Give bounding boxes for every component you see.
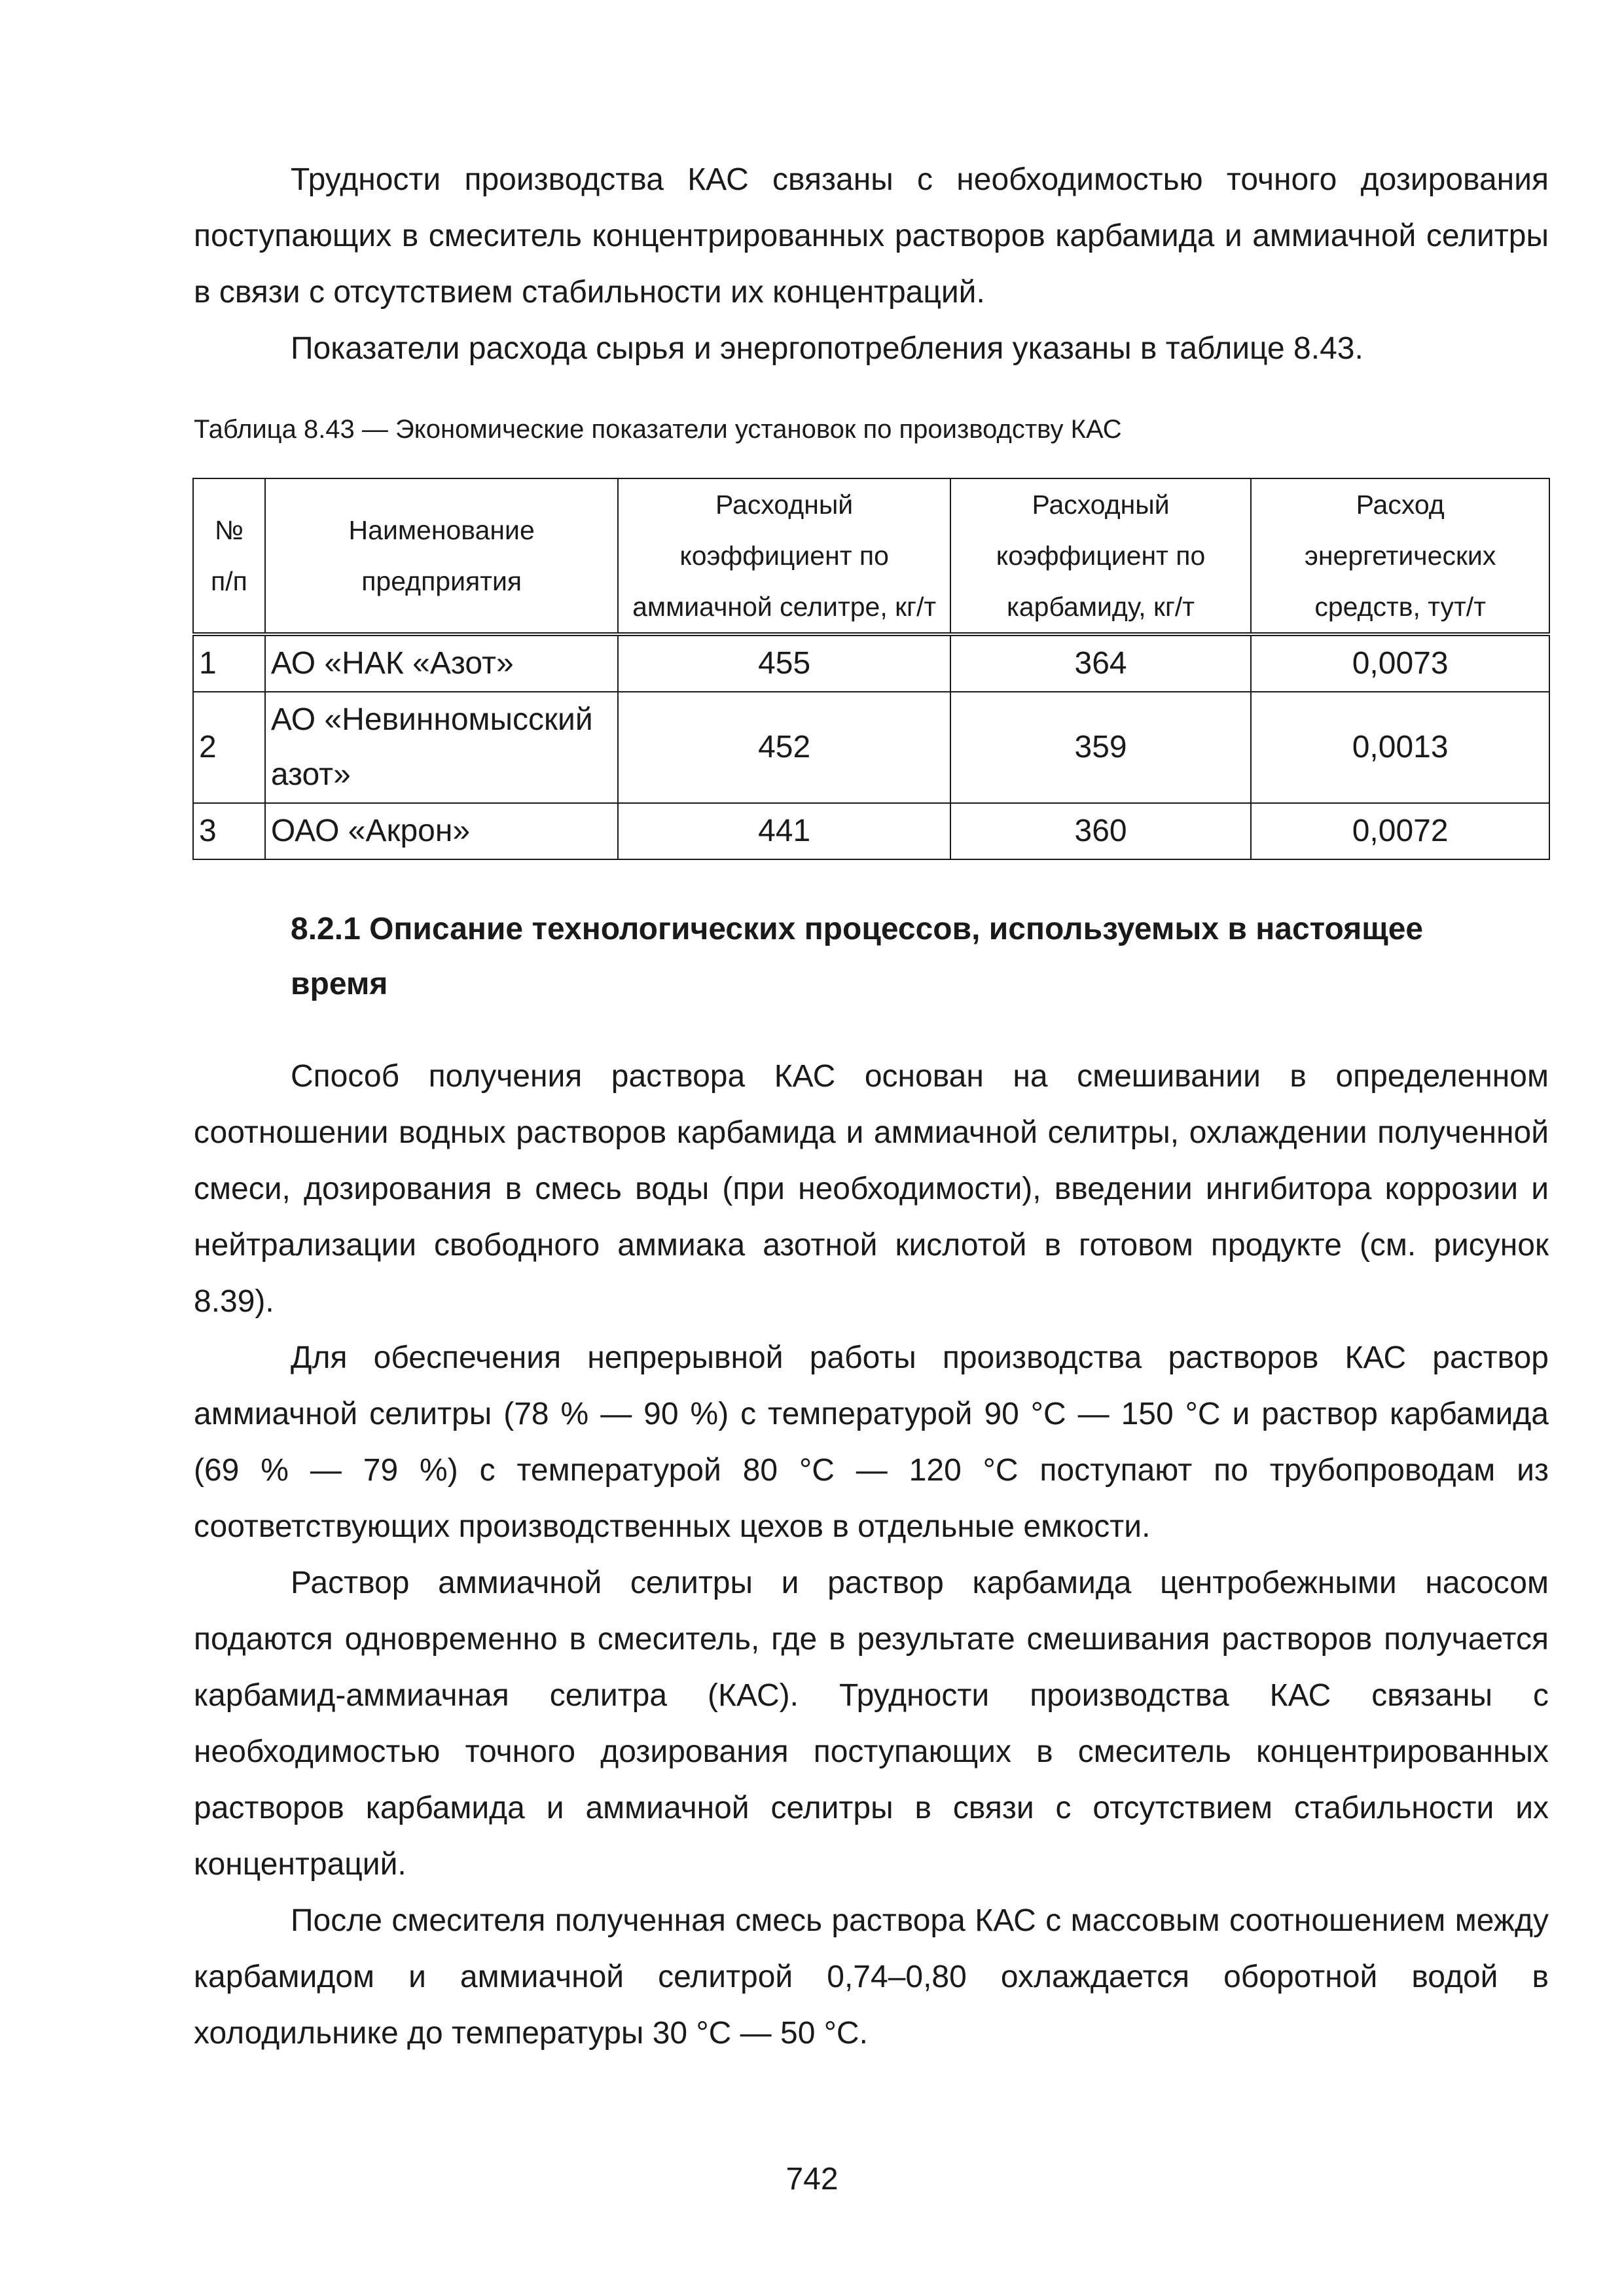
row-coef-urea: 359 <box>950 692 1251 803</box>
row-company-name: АО «Невинномысский азот» <box>265 692 619 803</box>
paragraph-1 <box>194 152 1549 321</box>
row-number: 2 <box>193 692 265 803</box>
header-number <box>193 478 265 634</box>
table-row <box>193 803 1549 859</box>
header-number-sign: № <box>214 515 244 545</box>
row-company-name: ОАО «Акрон» <box>265 803 619 859</box>
section-heading: 8.2.1 Описание технологических процессов, используемых в настоящее время <box>291 912 1424 1001</box>
header-number-abbr: п/п <box>211 566 247 596</box>
paragraph-5-text: Раствор аммиачной селитры и раствор карбамида центробежными насосом подаются одновременно в смеситель, где в результате смешивания растворов получается карбамид-аммиачная селитра (КАС). Трудности производства КАС связаны с необходимостью точного дозирования поступающих в смеситель концентрированных растворов карбамида и аммиачной селитры в связи с отсутствием стабильности их концентраций. <box>194 1566 1549 1882</box>
paragraph-6 <box>194 1893 1549 2062</box>
paragraph-1-text: Трудности производства КАС связаны с необходимостью точного дозирования поступающих в смеситель концентрированных растворов карбамида и аммиачной селитры в связи с отсутствием стабильности их концентраций. <box>194 162 1549 310</box>
row-coef-nitrate: 441 <box>618 803 950 859</box>
paragraph-3-text: Способ получения раствора КАС основан на смешивании в определенном соотношении водных растворов карбамида и аммиачной селитры, охлаждении полученной смеси, дозирования в смесь воды (при необходимости), введении ингибитора коррозии и нейтрализации свободного аммиака азотной кислотой в готовом продукте (см. рисунок 8.39). <box>194 1059 1549 1319</box>
paragraph-4-text: Для обеспечения непрерывной работы производства растворов КАС раствор аммиачной селитры (78 % — 90 %) с температурой 90 °С — 150 °С и раствор карбамида (69 % — 79 %) с температурой 80 °С — 120 °С поступают по трубопроводам из соответствующих производственных цехов в отдельные емкости. <box>194 1340 1549 1544</box>
table-header-row <box>193 478 1549 634</box>
paragraph-6-text: После смесителя полученная смесь раствора КАС с массовым соотношением между карбамидом и аммиачной селитрой 0,74–0,80 охлаждается оборотной водой в холодильнике до температуры 30 °С — 50 °С. <box>194 1903 1549 2051</box>
paragraph-4 <box>194 1330 1549 1555</box>
row-coef-nitrate: 455 <box>618 634 950 692</box>
economics-table <box>192 478 1550 860</box>
paragraph-2 <box>194 321 1549 377</box>
paragraph-3 <box>194 1049 1549 1330</box>
paragraph-2-text: Показатели расхода сырья и энергопотребления указаны в таблице 8.43. <box>291 331 1363 366</box>
paragraph-5 <box>194 1555 1549 1893</box>
row-number: 1 <box>193 634 265 692</box>
row-energy: 0,0013 <box>1251 692 1549 803</box>
row-energy: 0,0073 <box>1251 634 1549 692</box>
row-coef-urea: 364 <box>950 634 1251 692</box>
table-caption: Таблица 8.43 — Экономические показатели установок по производству КАС <box>194 415 1122 444</box>
header-coef-urea: Расходный коэффициент по карбамиду, кг/т <box>950 478 1251 634</box>
header-coef-nitrate: Расходный коэффициент по аммиачной селитре, кг/т <box>618 478 950 634</box>
page-number: 742 <box>785 2162 839 2197</box>
header-energy: Расход энергетических средств, тут/т <box>1251 478 1549 634</box>
row-number: 3 <box>193 803 265 859</box>
row-energy: 0,0072 <box>1251 803 1549 859</box>
row-coef-urea: 360 <box>950 803 1251 859</box>
table-row <box>193 692 1549 803</box>
table-row <box>193 634 1549 692</box>
row-coef-nitrate: 452 <box>618 692 950 803</box>
row-company-name: АО «НАК «Азот» <box>265 634 619 692</box>
header-company-name: Наименование предприятия <box>265 478 619 634</box>
